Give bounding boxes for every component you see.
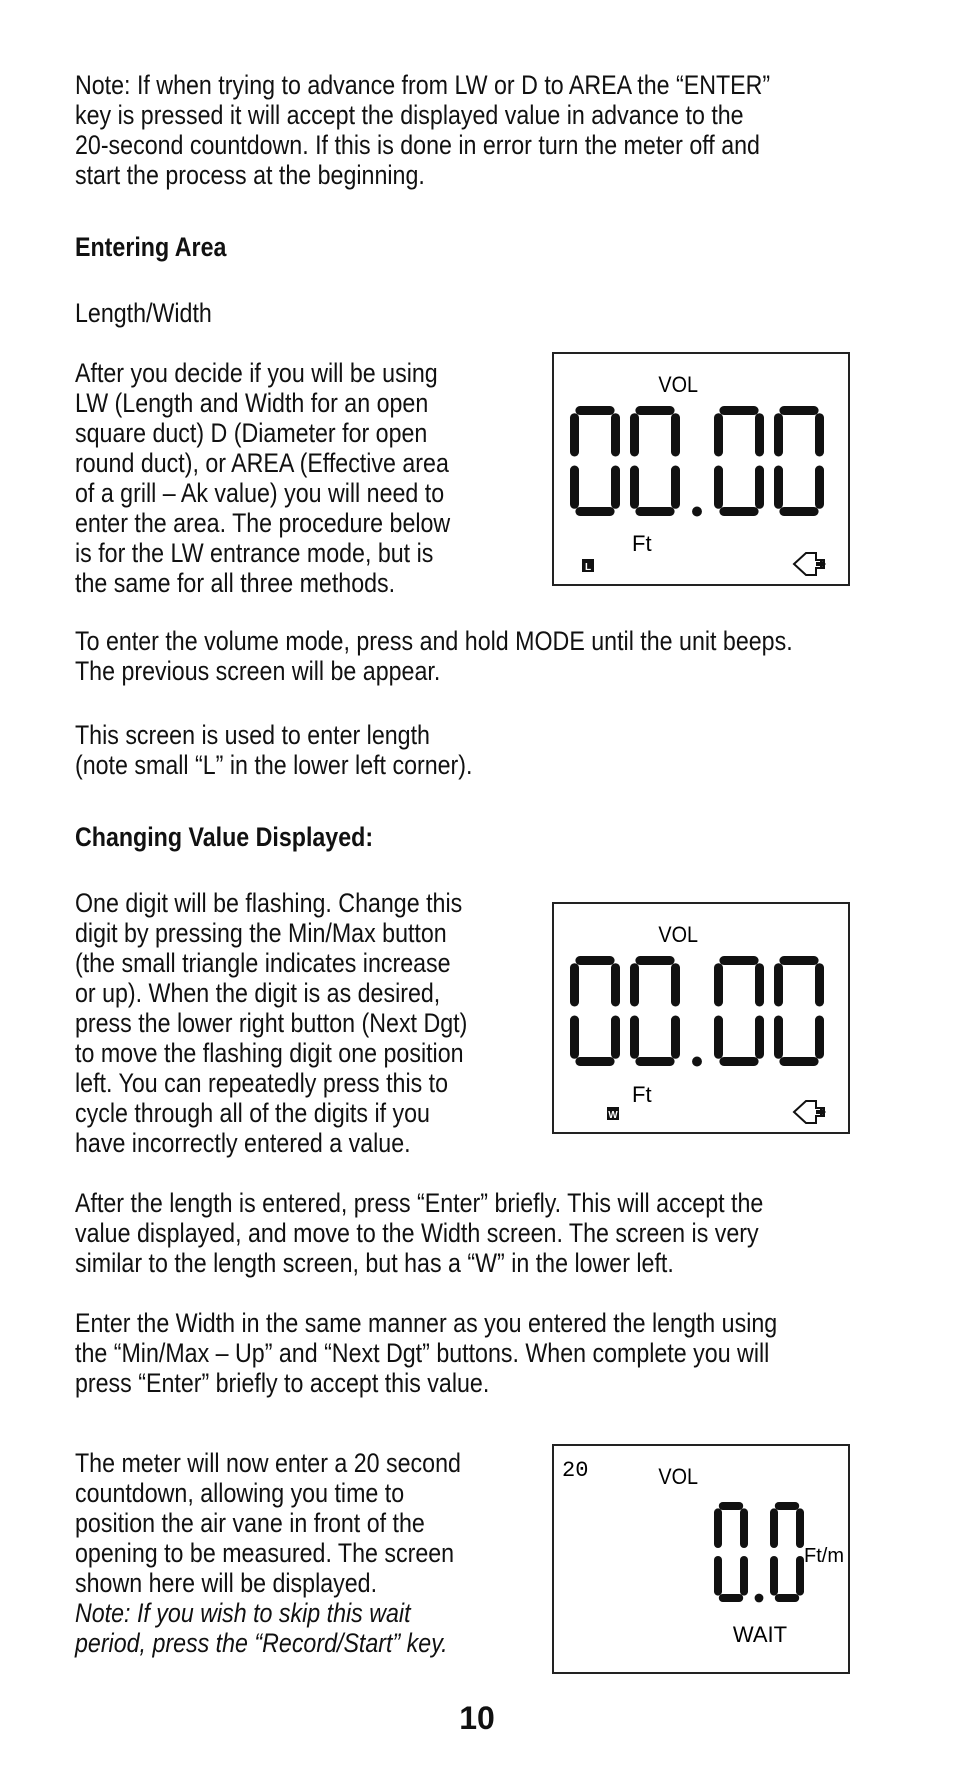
lcd-segment [714,1508,722,1548]
lcd-segment [755,466,764,509]
lcd-decimal-point [755,1594,764,1603]
lcd-segment [755,1016,764,1059]
lcd-width-screen [552,902,850,1134]
lcd-segment [755,963,764,1006]
lcd-segment [774,1016,783,1059]
lcd-segment [611,1016,620,1059]
lcd-segment [611,413,620,456]
lcd-segment [630,413,639,456]
lcd-segment [570,413,579,456]
next-arrow-icon [794,553,826,575]
lcd-unit-label: Ft [632,1082,652,1107]
lcd-segment [719,1057,758,1066]
lcd-segment [815,413,824,456]
lcd-segment [714,413,723,456]
lcd-segment [779,507,818,516]
lcd-segment [630,1016,639,1059]
paragraph-decide-method: After you decide if you will be using LW (Length and Width for an open square duct) D (Diameter for open round duct), or AREA (Effective area of a grill – Ak value) you will need to enter the area. The procedure below is for the LW entrance mode, but is the same for all three methods. [75,358,451,598]
lcd-digits [570,956,848,1066]
lcd-segment [575,507,614,516]
lcd-segment [775,1502,799,1510]
paragraph-after-length: After the length is entered, press “Enter” briefly. This will accept the value displayed, and move to the Width screen. The screen is very similar to the length screen, but has a “W” in the lower left. [75,1188,764,1278]
lcd-segment [575,406,614,415]
lcd-segment [719,1594,743,1602]
lcd-segment [719,507,758,516]
lcd-segment [770,1556,778,1596]
paragraph-digit-flashing: One digit will be flashing. Change this digit by pressing the Min/Max button (the small triangle indicates increase or up). When the digit is as desired, press the lower right button (Next Dgt) to move the flashing digit one position left. You can repeatedly press this to cycle through all of the digits if you have incorrectly entered a value. [75,888,468,1158]
lcd-segment [796,1508,804,1548]
lcd-segment [570,963,579,1006]
lcd-segment [630,466,639,509]
next-arrow-icon [794,1101,826,1123]
paragraph-countdown: The meter will now enter a 20 second countdown, allowing you time to position the air vane in front of the opening to be measured. The screen shown here will be displayed. [75,1448,461,1598]
section-heading-changing-value: Changing Value Displayed: [75,822,374,852]
page-number: 10 [459,1700,495,1736]
lcd-wait-screen [552,1444,850,1674]
lcd-status-label: WAIT [732,1622,788,1647]
lcd-segment [815,963,824,1006]
lcd-segment [635,406,674,415]
subheading-length-width: Length/Width [75,298,212,328]
lcd-segment [714,1016,723,1059]
lcd-length-screen [552,352,850,586]
lcd-countdown: 20 [562,1458,589,1483]
lcd-segment [770,1508,778,1548]
section-heading-entering-area: Entering Area [75,232,227,262]
lcd-indicator-letter: W [608,1110,618,1121]
lcd-segment [671,963,680,1006]
lcd-segment [774,413,783,456]
lcd-segment [714,1556,722,1596]
lcd-segment [635,1057,674,1066]
lcd-segment [719,956,758,965]
lcd-segment [671,413,680,456]
lcd-segment [575,1057,614,1066]
lcd-segment [570,466,579,509]
lcd-segment [630,963,639,1006]
lcd-segment [671,466,680,509]
paragraph-length-screen: This screen is used to enter length (note small “L” in the lower left corner). [75,720,473,780]
lcd-segment [774,963,783,1006]
lcd-segment [796,1556,804,1596]
lcd-segment [779,956,818,965]
lcd-segment [779,406,818,415]
lcd-segment [740,1508,748,1548]
lcd-segment [714,963,723,1006]
lcd-mode-label: VOL [658,1465,698,1490]
lcd-segment [774,466,783,509]
lcd-unit-label: Ft [632,531,652,556]
lcd-segment [755,413,764,456]
lcd-segment [671,1016,680,1059]
lcd-segment [740,1556,748,1596]
lcd-segment [815,1016,824,1059]
lcd-segment [611,466,620,509]
paragraph-enter-width: Enter the Width in the same manner as you entered the length using the “Min/Max – Up” and “Next Dgt” buttons. When complete you will press “Enter” briefly to accept this value. [75,1308,778,1398]
lcd-segment [775,1594,799,1602]
lcd-segment [570,1016,579,1059]
lcd-digits [714,1502,804,1602]
lcd-decimal-point [692,507,702,517]
note-paragraph: Note: If when trying to advance from LW or D to AREA the “ENTER” key is pressed it will accept the displayed value in advance to the 20-second countdown. If this is done in error turn the meter off and start the process at the beginning. [75,70,771,190]
paragraph-countdown-note: Note: If you wish to skip this wait period, press the “Record/Start” key. [75,1598,448,1658]
lcd-segment [719,1502,743,1510]
lcd-decimal-point [692,1057,702,1067]
lcd-segment [719,406,758,415]
lcd-indicator-letter: L [584,562,592,573]
lcd-mode-label: VOL [658,923,698,948]
lcd-segment [815,466,824,509]
lcd-segment [779,1057,818,1066]
lcd-mode-label: VOL [658,373,698,398]
lcd-segment [714,466,723,509]
paragraph-enter-volume-mode: To enter the volume mode, press and hold MODE until the unit beeps. The previous screen will be appear. [75,626,793,686]
lcd-unit-label: Ft/m [804,1545,844,1567]
lcd-segment [575,956,614,965]
lcd-segment [611,963,620,1006]
lcd-digits [570,406,848,516]
lcd-segment [635,956,674,965]
lcd-segment [635,507,674,516]
